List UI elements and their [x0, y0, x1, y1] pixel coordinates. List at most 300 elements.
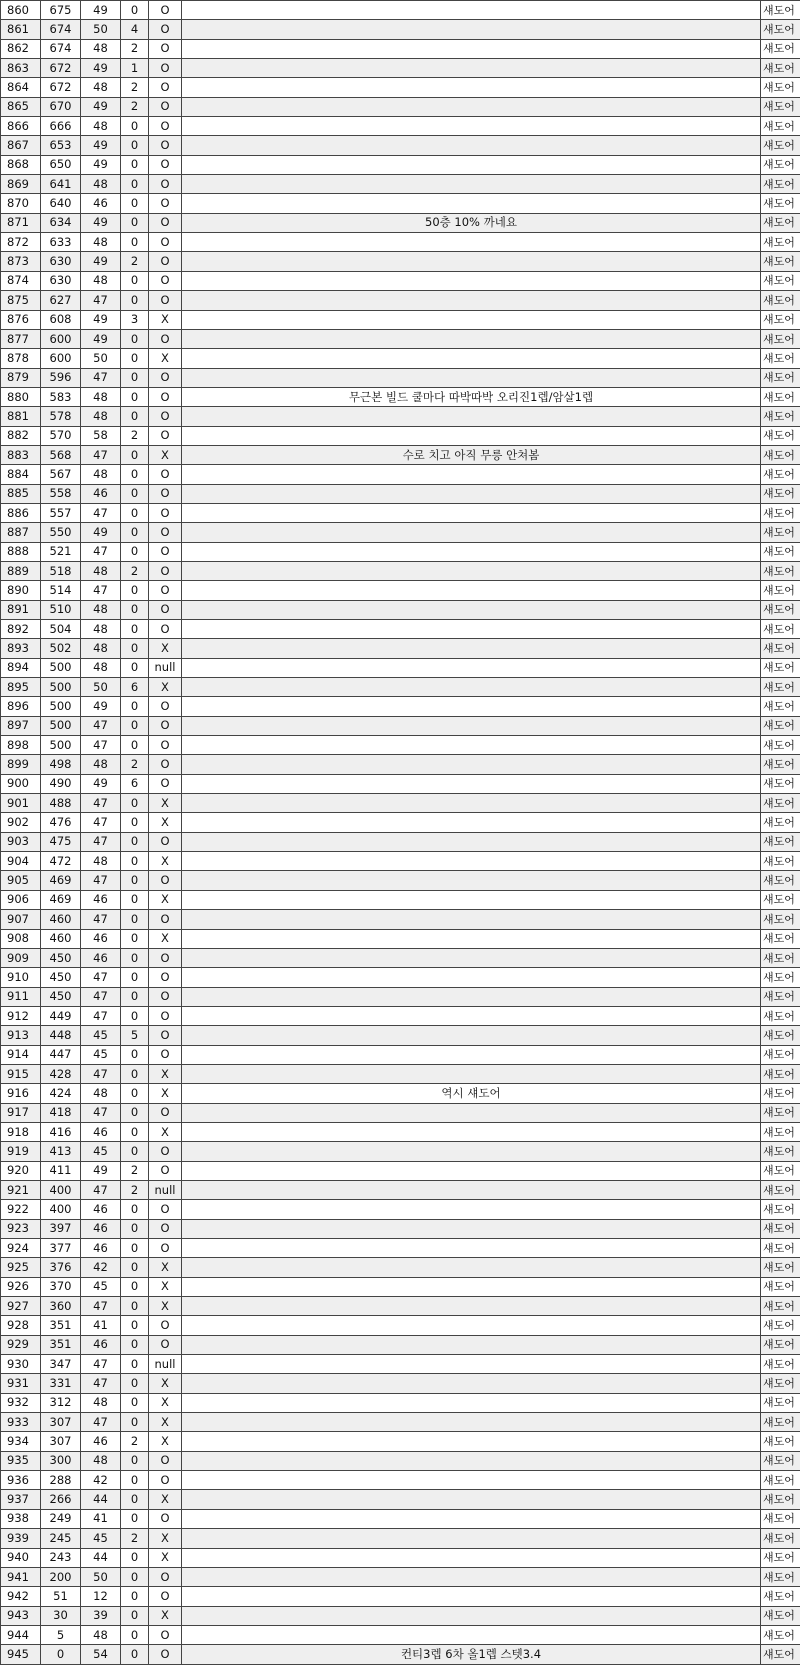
rank-cell: 878 [1, 349, 41, 368]
level-cell: 46 [81, 1239, 121, 1258]
flag-cell: X [149, 1529, 182, 1548]
job-cell: 섀도어 [761, 620, 800, 639]
rank-cell: 918 [1, 1122, 41, 1141]
comment-cell [182, 1451, 761, 1470]
table-body [1, 1, 800, 1665]
job-cell: 섀도어 [761, 1103, 800, 1122]
comment-cell [182, 155, 761, 174]
score-cell: 630 [41, 252, 81, 271]
count-cell: 0 [121, 117, 149, 136]
job-cell: 섀도어 [761, 561, 800, 580]
table-row [1, 1045, 800, 1064]
comment-cell [182, 774, 761, 793]
rank-cell: 920 [1, 1161, 41, 1180]
count-cell: 2 [121, 561, 149, 580]
level-cell: 49 [81, 97, 121, 116]
job-cell: 섀도어 [761, 1064, 800, 1083]
job-cell: 섀도어 [761, 117, 800, 136]
level-cell: 48 [81, 1393, 121, 1412]
table-row [1, 987, 800, 1006]
level-cell: 47 [81, 291, 121, 310]
rank-cell: 889 [1, 561, 41, 580]
level-cell: 46 [81, 948, 121, 967]
job-cell: 섀도어 [761, 1297, 800, 1316]
rank-cell: 929 [1, 1335, 41, 1354]
rank-cell: 914 [1, 1045, 41, 1064]
job-cell: 섀도어 [761, 1258, 800, 1277]
score-cell: 347 [41, 1355, 81, 1374]
comment-cell [182, 910, 761, 929]
level-cell: 49 [81, 1161, 121, 1180]
table-row [1, 755, 800, 774]
job-cell: 섀도어 [761, 1026, 800, 1045]
comment-cell [182, 78, 761, 97]
flag-cell: X [149, 1413, 182, 1432]
table-row [1, 252, 800, 271]
table-row [1, 1084, 800, 1103]
comment-cell [182, 1258, 761, 1277]
count-cell: 2 [121, 39, 149, 58]
job-cell: 섀도어 [761, 1374, 800, 1393]
comment-cell [182, 39, 761, 58]
comment-cell [182, 561, 761, 580]
count-cell: 0 [121, 1548, 149, 1567]
flag-cell: O [149, 387, 182, 406]
job-cell: 섀도어 [761, 832, 800, 851]
job-cell: 섀도어 [761, 155, 800, 174]
flag-cell: null [149, 1180, 182, 1199]
score-cell: 307 [41, 1432, 81, 1451]
rank-cell: 890 [1, 581, 41, 600]
job-cell: 섀도어 [761, 948, 800, 967]
table-row [1, 407, 800, 426]
flag-cell: O [149, 716, 182, 735]
flag-cell: X [149, 813, 182, 832]
score-cell: 640 [41, 194, 81, 213]
count-cell: 2 [121, 1432, 149, 1451]
level-cell: 46 [81, 1200, 121, 1219]
score-cell: 674 [41, 20, 81, 39]
rank-cell: 871 [1, 213, 41, 232]
level-cell: 39 [81, 1606, 121, 1625]
count-cell: 2 [121, 426, 149, 445]
flag-cell: O [149, 1200, 182, 1219]
flag-cell: X [149, 1548, 182, 1567]
score-cell: 288 [41, 1471, 81, 1490]
table-row [1, 291, 800, 310]
count-cell: 6 [121, 774, 149, 793]
flag-cell: O [149, 697, 182, 716]
job-cell: 섀도어 [761, 291, 800, 310]
score-cell: 521 [41, 542, 81, 561]
level-cell: 45 [81, 1529, 121, 1548]
score-cell: 449 [41, 1006, 81, 1025]
count-cell: 0 [121, 639, 149, 658]
flag-cell: O [149, 1239, 182, 1258]
score-cell: 500 [41, 736, 81, 755]
level-cell: 48 [81, 852, 121, 871]
flag-cell: X [149, 1490, 182, 1509]
job-cell: 섀도어 [761, 968, 800, 987]
level-cell: 49 [81, 155, 121, 174]
level-cell: 48 [81, 561, 121, 580]
flag-cell: null [149, 658, 182, 677]
table-row [1, 697, 800, 716]
job-cell: 섀도어 [761, 910, 800, 929]
count-cell: 2 [121, 1161, 149, 1180]
comment-cell [182, 1509, 761, 1528]
score-cell: 558 [41, 484, 81, 503]
comment-cell [182, 1374, 761, 1393]
job-cell: 섀도어 [761, 175, 800, 194]
flag-cell: O [149, 329, 182, 348]
job-cell: 섀도어 [761, 426, 800, 445]
comment-cell: 수로 치고 아직 무릉 안쳐봄 [182, 445, 761, 464]
count-cell: 0 [121, 910, 149, 929]
score-cell: 630 [41, 271, 81, 290]
rank-cell: 924 [1, 1239, 41, 1258]
score-cell: 351 [41, 1335, 81, 1354]
score-cell: 411 [41, 1161, 81, 1180]
score-cell: 500 [41, 716, 81, 735]
level-cell: 45 [81, 1045, 121, 1064]
flag-cell: X [149, 1393, 182, 1412]
flag-cell: O [149, 175, 182, 194]
count-cell: 0 [121, 658, 149, 677]
score-cell: 627 [41, 291, 81, 310]
table-row [1, 1258, 800, 1277]
comment-cell [182, 852, 761, 871]
count-cell: 0 [121, 1645, 149, 1664]
score-cell: 469 [41, 871, 81, 890]
score-cell: 596 [41, 368, 81, 387]
table-row [1, 948, 800, 967]
flag-cell: X [149, 1258, 182, 1277]
count-cell: 0 [121, 1567, 149, 1586]
job-cell: 섀도어 [761, 1451, 800, 1470]
rank-cell: 928 [1, 1316, 41, 1335]
table-row [1, 1239, 800, 1258]
flag-cell: O [149, 736, 182, 755]
rank-cell: 907 [1, 910, 41, 929]
level-cell: 48 [81, 78, 121, 97]
job-cell: 섀도어 [761, 1122, 800, 1141]
rank-cell: 925 [1, 1258, 41, 1277]
count-cell: 0 [121, 503, 149, 522]
rank-cell: 868 [1, 155, 41, 174]
level-cell: 45 [81, 1277, 121, 1296]
count-cell: 0 [121, 987, 149, 1006]
count-cell: 2 [121, 97, 149, 116]
rank-cell: 876 [1, 310, 41, 329]
job-cell: 섀도어 [761, 852, 800, 871]
flag-cell: O [149, 1335, 182, 1354]
table-row [1, 39, 800, 58]
job-cell: 섀도어 [761, 252, 800, 271]
rank-cell: 941 [1, 1567, 41, 1586]
flag-cell: O [149, 252, 182, 271]
count-cell: 0 [121, 1393, 149, 1412]
rank-cell: 940 [1, 1548, 41, 1567]
level-cell: 47 [81, 871, 121, 890]
count-cell: 0 [121, 697, 149, 716]
rank-cell: 942 [1, 1587, 41, 1606]
comment-cell [182, 97, 761, 116]
count-cell: 0 [121, 136, 149, 155]
count-cell: 0 [121, 1219, 149, 1238]
count-cell: 0 [121, 871, 149, 890]
count-cell: 0 [121, 194, 149, 213]
job-cell: 섀도어 [761, 484, 800, 503]
comment-cell [182, 1122, 761, 1141]
count-cell: 0 [121, 581, 149, 600]
score-cell: 331 [41, 1374, 81, 1393]
job-cell: 섀도어 [761, 213, 800, 232]
level-cell: 49 [81, 59, 121, 78]
job-cell: 섀도어 [761, 1, 800, 20]
rank-cell: 930 [1, 1355, 41, 1374]
table-row [1, 1103, 800, 1122]
comment-cell [182, 1219, 761, 1238]
count-cell: 6 [121, 678, 149, 697]
count-cell: 2 [121, 755, 149, 774]
level-cell: 50 [81, 678, 121, 697]
job-cell: 섀도어 [761, 774, 800, 793]
count-cell: 0 [121, 736, 149, 755]
comment-cell [182, 929, 761, 948]
count-cell: 0 [121, 1297, 149, 1316]
table-row [1, 271, 800, 290]
count-cell: 0 [121, 1006, 149, 1025]
table-row [1, 1219, 800, 1238]
rank-cell: 872 [1, 233, 41, 252]
count-cell: 2 [121, 1529, 149, 1548]
count-cell: 0 [121, 813, 149, 832]
table-row [1, 484, 800, 503]
rank-cell: 902 [1, 813, 41, 832]
level-cell: 41 [81, 1316, 121, 1335]
table-row [1, 329, 800, 348]
flag-cell: O [149, 291, 182, 310]
count-cell: 0 [121, 445, 149, 464]
table-row [1, 310, 800, 329]
level-cell: 48 [81, 387, 121, 406]
level-cell: 48 [81, 233, 121, 252]
table-row [1, 1335, 800, 1354]
score-cell: 418 [41, 1103, 81, 1122]
job-cell: 섀도어 [761, 871, 800, 890]
comment-cell [182, 407, 761, 426]
level-cell: 49 [81, 523, 121, 542]
level-cell: 47 [81, 542, 121, 561]
count-cell: 0 [121, 1084, 149, 1103]
count-cell: 0 [121, 291, 149, 310]
table-row [1, 368, 800, 387]
table-row [1, 1374, 800, 1393]
job-cell: 섀도어 [761, 581, 800, 600]
comment-cell [182, 503, 761, 522]
flag-cell: O [149, 755, 182, 774]
rank-cell: 932 [1, 1393, 41, 1412]
rank-cell: 922 [1, 1200, 41, 1219]
comment-cell: 50층 10% 까네요 [182, 213, 761, 232]
rank-cell: 861 [1, 20, 41, 39]
table-row [1, 1200, 800, 1219]
table-row [1, 542, 800, 561]
flag-cell: X [149, 639, 182, 658]
flag-cell: O [149, 948, 182, 967]
rank-cell: 937 [1, 1490, 41, 1509]
table-row [1, 852, 800, 871]
flag-cell: X [149, 1374, 182, 1393]
level-cell: 46 [81, 890, 121, 909]
job-cell: 섀도어 [761, 1084, 800, 1103]
score-cell: 674 [41, 39, 81, 58]
score-cell: 672 [41, 59, 81, 78]
comment-cell [182, 871, 761, 890]
comment-cell [182, 1490, 761, 1509]
level-cell: 47 [81, 1180, 121, 1199]
table-row [1, 774, 800, 793]
comment-cell [182, 310, 761, 329]
count-cell: 0 [121, 948, 149, 967]
level-cell: 44 [81, 1490, 121, 1509]
rank-cell: 919 [1, 1142, 41, 1161]
comment-cell [182, 600, 761, 619]
flag-cell: O [149, 233, 182, 252]
job-cell: 섀도어 [761, 1471, 800, 1490]
comment-cell [182, 1587, 761, 1606]
rank-cell: 865 [1, 97, 41, 116]
count-cell: 0 [121, 329, 149, 348]
table-row [1, 1587, 800, 1606]
count-cell: 0 [121, 1471, 149, 1490]
score-cell: 351 [41, 1316, 81, 1335]
table-row [1, 1548, 800, 1567]
comment-cell [182, 1529, 761, 1548]
score-cell: 249 [41, 1509, 81, 1528]
job-cell: 섀도어 [761, 658, 800, 677]
table-row [1, 678, 800, 697]
score-cell: 633 [41, 233, 81, 252]
count-cell: 0 [121, 890, 149, 909]
rank-cell: 863 [1, 59, 41, 78]
level-cell: 12 [81, 1587, 121, 1606]
score-cell: 634 [41, 213, 81, 232]
level-cell: 47 [81, 445, 121, 464]
level-cell: 48 [81, 620, 121, 639]
comment-cell [182, 1548, 761, 1567]
count-cell: 2 [121, 252, 149, 271]
job-cell: 섀도어 [761, 465, 800, 484]
rank-cell: 875 [1, 291, 41, 310]
table-row [1, 716, 800, 735]
job-cell: 섀도어 [761, 59, 800, 78]
comment-cell [182, 252, 761, 271]
level-cell: 47 [81, 716, 121, 735]
comment-cell [182, 832, 761, 851]
score-cell: 500 [41, 658, 81, 677]
flag-cell: X [149, 1084, 182, 1103]
level-cell: 48 [81, 39, 121, 58]
flag-cell: O [149, 1316, 182, 1335]
comment-cell [182, 484, 761, 503]
rank-cell: 911 [1, 987, 41, 1006]
flag-cell: O [149, 1471, 182, 1490]
comment-cell [182, 987, 761, 1006]
level-cell: 47 [81, 1413, 121, 1432]
job-cell: 섀도어 [761, 794, 800, 813]
job-cell: 섀도어 [761, 407, 800, 426]
flag-cell: X [149, 929, 182, 948]
job-cell: 섀도어 [761, 678, 800, 697]
table-row [1, 1625, 800, 1644]
count-cell: 0 [121, 1335, 149, 1354]
score-cell: 583 [41, 387, 81, 406]
comment-cell [182, 1200, 761, 1219]
table-row [1, 1413, 800, 1432]
level-cell: 48 [81, 117, 121, 136]
count-cell: 0 [121, 1142, 149, 1161]
rank-cell: 862 [1, 39, 41, 58]
comment-cell [182, 1026, 761, 1045]
job-cell: 섀도어 [761, 542, 800, 561]
rank-cell: 934 [1, 1432, 41, 1451]
score-cell: 447 [41, 1045, 81, 1064]
level-cell: 47 [81, 968, 121, 987]
level-cell: 47 [81, 1355, 121, 1374]
score-cell: 469 [41, 890, 81, 909]
count-cell: 0 [121, 716, 149, 735]
job-cell: 섀도어 [761, 1277, 800, 1296]
level-cell: 46 [81, 1335, 121, 1354]
job-cell: 섀도어 [761, 233, 800, 252]
rank-cell: 903 [1, 832, 41, 851]
table-row [1, 97, 800, 116]
level-cell: 47 [81, 1006, 121, 1025]
rank-cell: 921 [1, 1180, 41, 1199]
comment-cell [182, 678, 761, 697]
job-cell: 섀도어 [761, 1200, 800, 1219]
flag-cell: O [149, 774, 182, 793]
flag-cell: X [149, 678, 182, 697]
score-cell: 550 [41, 523, 81, 542]
job-cell: 섀도어 [761, 1413, 800, 1432]
rank-cell: 909 [1, 948, 41, 967]
level-cell: 49 [81, 697, 121, 716]
comment-cell [182, 1625, 761, 1644]
rank-cell: 936 [1, 1471, 41, 1490]
flag-cell: O [149, 1219, 182, 1238]
count-cell: 0 [121, 542, 149, 561]
flag-cell: X [149, 445, 182, 464]
job-cell: 섀도어 [761, 503, 800, 522]
comment-cell [182, 20, 761, 39]
level-cell: 48 [81, 1451, 121, 1470]
job-cell: 섀도어 [761, 1393, 800, 1412]
count-cell: 0 [121, 271, 149, 290]
flag-cell: X [149, 1297, 182, 1316]
job-cell: 섀도어 [761, 1006, 800, 1025]
job-cell: 섀도어 [761, 1529, 800, 1548]
table-row [1, 155, 800, 174]
count-cell: 0 [121, 523, 149, 542]
comment-cell [182, 639, 761, 658]
rank-cell: 899 [1, 755, 41, 774]
flag-cell: O [149, 194, 182, 213]
flag-cell: O [149, 465, 182, 484]
count-cell: 0 [121, 1490, 149, 1509]
